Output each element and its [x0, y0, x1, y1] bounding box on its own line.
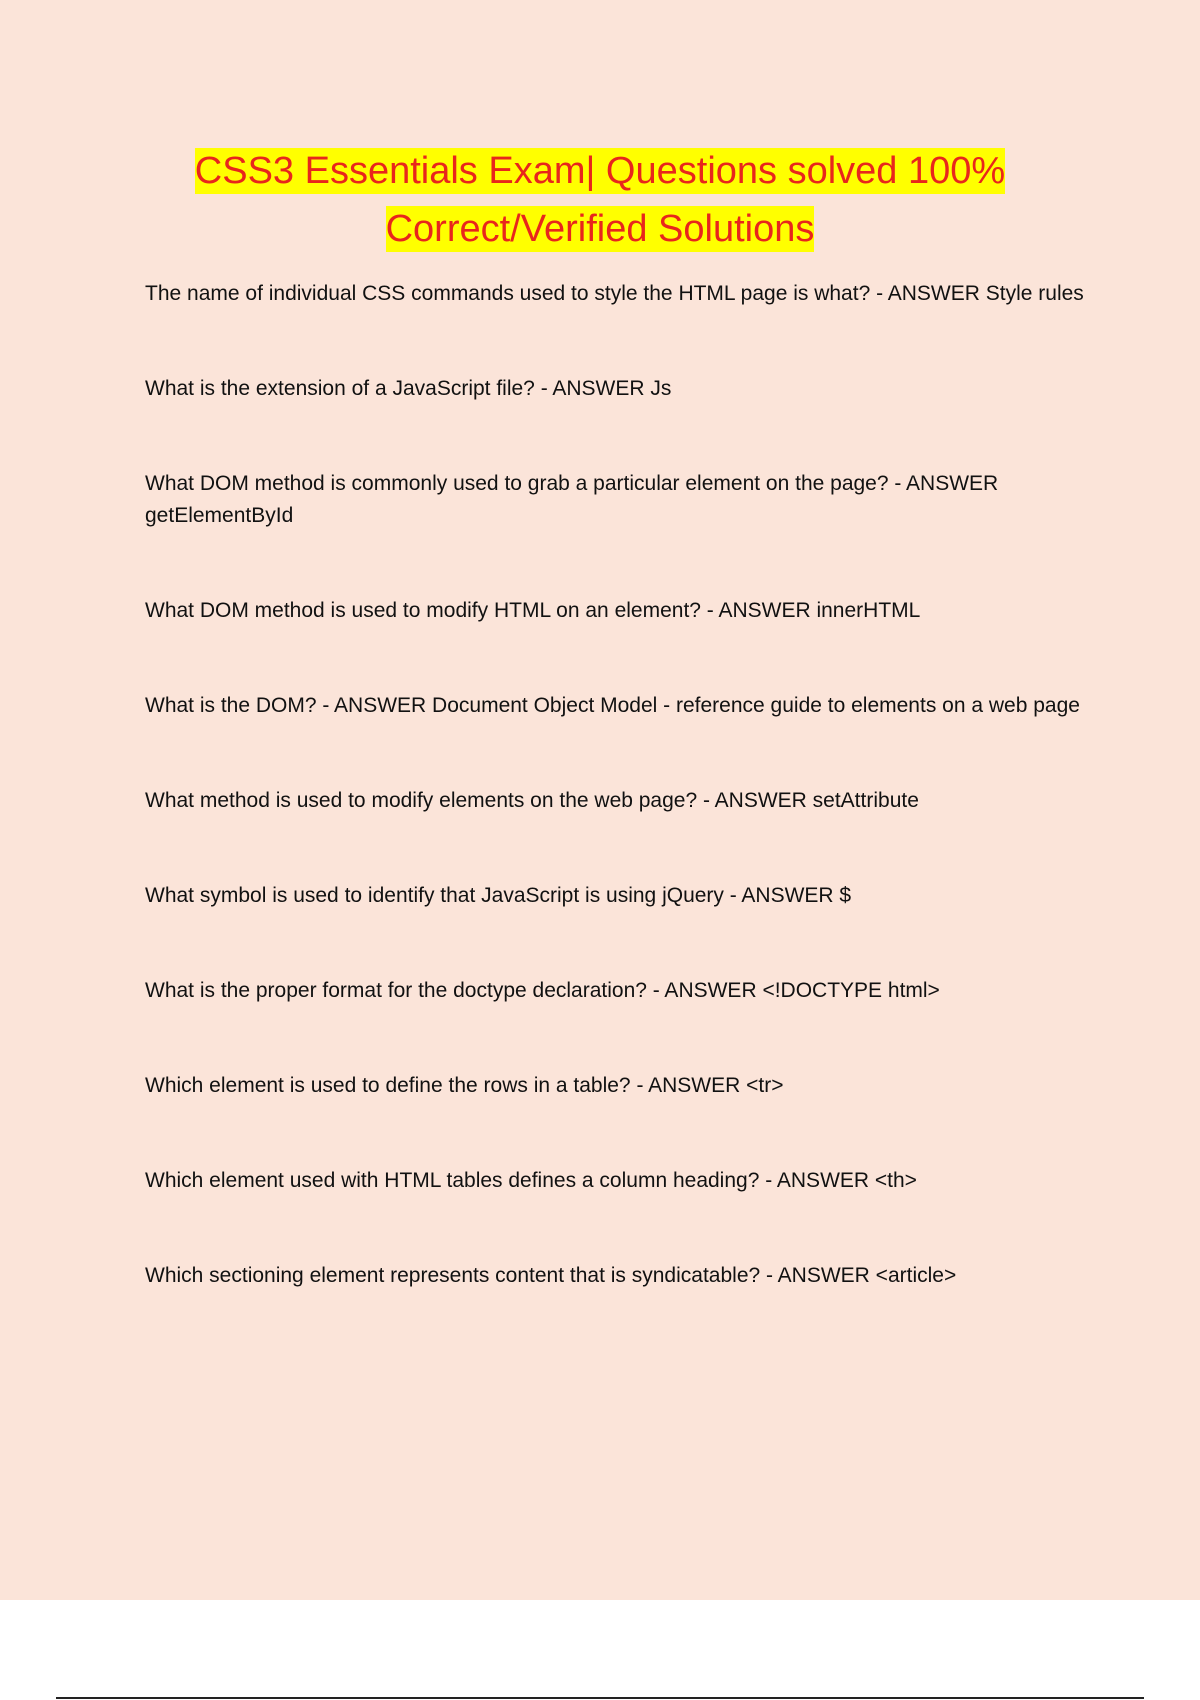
title-line-2: Correct/Verified Solutions	[385, 208, 815, 250]
qa-item: The name of individual CSS commands used to style the HTML page is what? - ANSWER Style rules	[145, 282, 1084, 305]
qa-item: What is the proper format for the doctype declaration? - ANSWER <!DOCTYPE html>	[145, 979, 940, 1002]
qa-item: What symbol is used to identify that JavaScript is using jQuery - ANSWER $	[145, 884, 852, 907]
qa-item: What DOM method is used to modify HTML on an element? - ANSWER innerHTML	[145, 599, 921, 622]
qa-item: Which element is used to define the rows in a table? - ANSWER <tr>	[145, 1074, 784, 1097]
qa-item: What is the DOM? - ANSWER Document Object Model - reference guide to elements on a web page	[145, 694, 1080, 717]
document-title	[100, 142, 1100, 258]
qa-item: What is the extension of a JavaScript file? - ANSWER Js	[145, 377, 672, 400]
question-answer-list	[145, 278, 1085, 1292]
qa-item: Which element used with HTML tables defines a column heading? - ANSWER <th>	[145, 1169, 917, 1192]
qa-item: Which sectioning element represents content that is syndicatable? - ANSWER <article>	[145, 1264, 957, 1287]
qa-item: What DOM method is commonly used to grab a particular element on the page? - ANSWER getElementById	[145, 472, 999, 527]
qa-item: What method is used to modify elements on the web page? - ANSWER setAttribute	[145, 789, 919, 812]
footer-divider	[56, 1697, 1144, 1699]
title-line-1: CSS3 Essentials Exam| Questions solved 100%	[194, 150, 1006, 192]
